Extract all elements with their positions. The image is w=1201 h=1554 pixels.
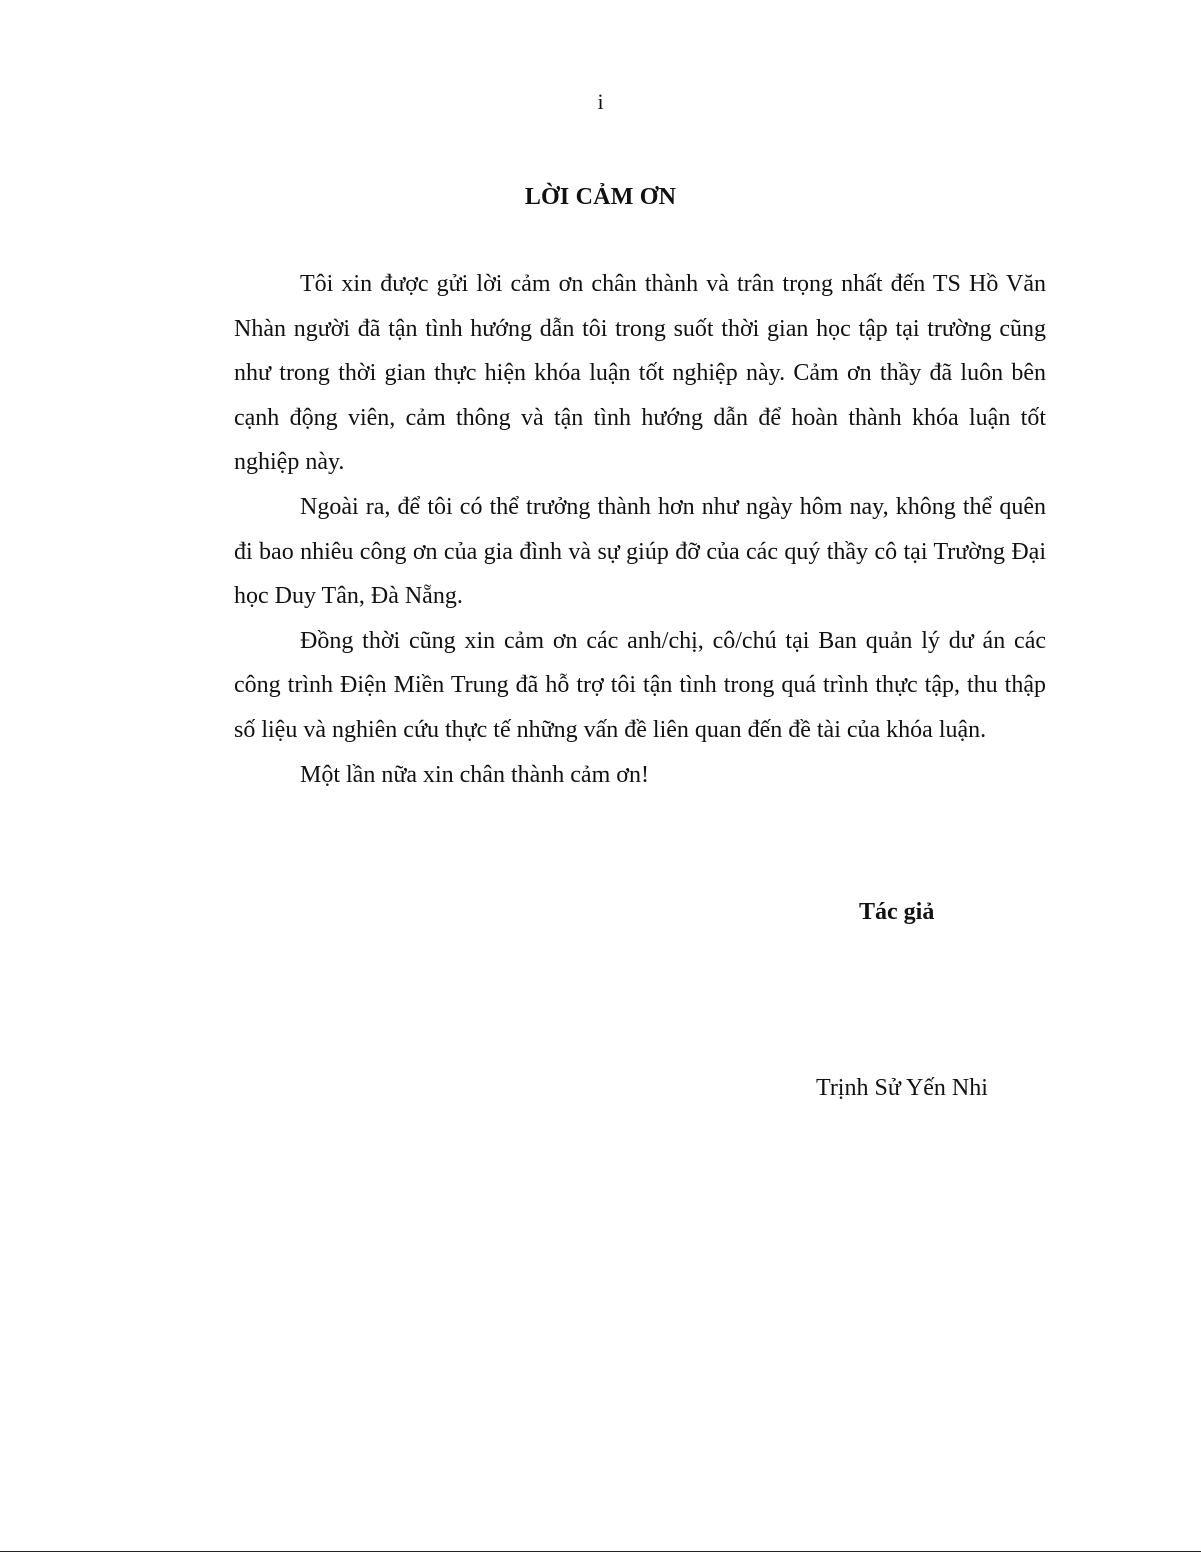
page-title: LỜI CẢM ƠN: [524, 184, 677, 210]
bottom-divider: [0, 1551, 1201, 1552]
signature-name: Trịnh Sử Yến Nhi: [816, 1075, 988, 1101]
paragraph-3: Đồng thời cũng xin cảm ơn các anh/chị, cô/chú tại Ban quản lý dư án các công trình Điện Miền Trung đã hỗ trợ tôi tận tình trong quá trình thực tập, thu thập số liệu và nghiên cứu thực tế những vấn đề liên quan đến đề tài của khóa luận.: [234, 627, 1046, 743]
paragraph-4: Một lần nữa xin chân thành cảm ơn!: [300, 761, 649, 788]
signature-role: Tác giả: [859, 899, 935, 925]
paragraph-2: Ngoài ra, để tôi có thể trưởng thành hơn như ngày hôm nay, không thể quên đi bao nhiêu công ơn của gia đình và sự giúp đỡ của các quý thầy cô tại Trường Đại học Duy Tân, Đà Nẵng.: [234, 493, 1046, 610]
page-number: i: [597, 89, 604, 114]
acknowledgement-body: [234, 262, 1046, 797]
paragraph-1: Tôi xin được gửi lời cảm ơn chân thành và trân trọng nhất đến TS Hồ Văn Nhàn người đã tận tình hướng dẫn tôi trong suốt thời gian học tập tại trường cũng như trong thời gian thực hiện khóa luận tốt nghiệp này. Cảm ơn thầy đã luôn bên cạnh động viên, cảm thông và tận tình hướng dẫn để hoàn thành khóa luận tốt nghiệp này.: [234, 271, 1046, 476]
